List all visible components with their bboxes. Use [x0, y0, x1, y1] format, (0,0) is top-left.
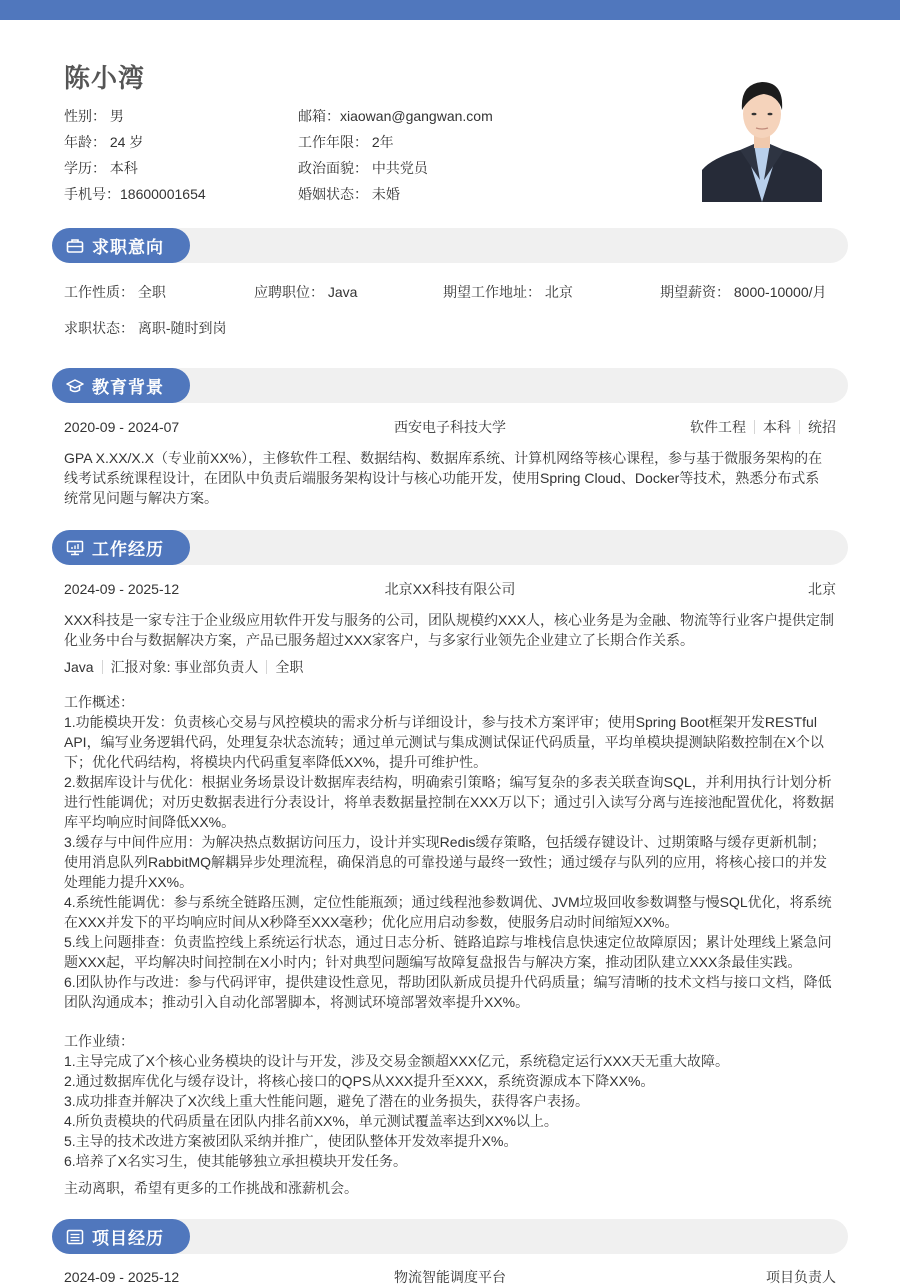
- political-row: 政治面貌： 中共党员: [298, 160, 428, 176]
- intent-status: 求职状态： 离职-随时到岗: [64, 320, 227, 336]
- work-years-row: 工作年限： 2年: [298, 134, 394, 150]
- intent-location: 期望工作地址： 北京: [443, 284, 573, 300]
- project-entry-header: [64, 1267, 836, 1287]
- work-achievements: 工作业绩： 1.主导完成了X个核心业务模块的设计与开发，涉及交易金额超XXX亿元，系统稳定运行XXX天无重大故障。 2.通过数据库优化与缓存设计，将核心接口的QPS从XXX提升至XXX，系统资源成本下降XX%。 3.成功排查并解决了X次线上重大性能问题，避免了潜在的业务损失，获得客户表扬。 4.所负责模块的代码质量在团队内排名前XX%，单元测试覆盖率达到XX%以上。 5.主导的技术改进方案被团队采纳并推广，使团队整体开发效率提升X%。 6.培养了X名实习生，使其能够独立承担模块开发任务。: [64, 1031, 836, 1171]
- section-title: 项目经历: [92, 1229, 164, 1248]
- list-doc-icon: [66, 1228, 84, 1246]
- briefcase-icon: [66, 237, 84, 255]
- section-title: 工作经历: [92, 540, 164, 559]
- presentation-chart-icon: [66, 539, 84, 557]
- project-date: 2024-09 - 2025-12: [64, 1269, 180, 1285]
- education-description: GPA X.XX/X.X（专业前XX%），主修软件工程、数据结构、数据库系统、计算机网络等核心课程，参与基于微服务架构的在 线考试系统课程设计，在团队中负责后端服务架构设计与核心功能开发，使用Spring Cloud、Docker等技术，熟悉分布式系 统常见问题与解决方案。: [64, 450, 823, 506]
- education-date: 2020-09 - 2024-07: [64, 419, 180, 435]
- leave-reason: 主动离职，希望有更多的工作挑战和涨薪机会。: [64, 1180, 358, 1196]
- work-summary-title: 工作概述：: [64, 694, 134, 710]
- work-tags: Java 汇报对象: 事业部负责人 全职: [64, 659, 304, 675]
- email-row: 邮箱：xiaowan@gangwan.com: [298, 108, 493, 124]
- section-pill-intent: [52, 228, 190, 263]
- section-header-education: [52, 368, 848, 403]
- divider: [754, 420, 755, 434]
- intent-job-type: 工作性质： 全职: [64, 284, 166, 300]
- project-name: 物流智能调度平台: [394, 1269, 506, 1285]
- education-row: 学历： 本科: [64, 160, 138, 176]
- section-title: 教育背景: [92, 378, 164, 397]
- age-value: 24 岁: [109, 134, 144, 150]
- intent-position: 应聘职位： Java: [254, 284, 358, 300]
- graduation-cap-icon: [66, 377, 84, 395]
- section-title: 求职意向: [92, 238, 164, 257]
- section-header-intent: [52, 228, 848, 263]
- work-years-value: 2年: [371, 134, 394, 150]
- work-city: 北京: [808, 581, 836, 597]
- political-value: 中共党员: [371, 160, 428, 176]
- gender-value: 男: [109, 108, 124, 124]
- divider: [799, 420, 800, 434]
- school-name: 西安电子科技大学: [394, 419, 506, 435]
- divider: [102, 660, 103, 674]
- work-entry-header: [64, 579, 836, 599]
- marital-value: 未婚: [371, 186, 400, 202]
- education-entry-header: [64, 417, 836, 437]
- basic-info-right: [298, 104, 493, 208]
- email-value: xiaowan@gangwan.com: [340, 108, 493, 124]
- candidate-name: 陈小湾: [64, 63, 146, 93]
- gender-row: 性别： 男: [64, 108, 124, 124]
- avatar-photo: [702, 70, 822, 202]
- age-row: 年龄： 24 岁: [64, 134, 144, 150]
- project-role: 项目负责人: [766, 1269, 836, 1285]
- person-portrait-icon: [702, 70, 822, 202]
- company-name: 北京XX科技有限公司: [384, 581, 516, 597]
- phone-value: 18600001654: [120, 186, 206, 202]
- work-date: 2024-09 - 2025-12: [64, 581, 180, 597]
- section-pill-work: [52, 530, 190, 565]
- top-accent-bar: [0, 0, 900, 20]
- section-header-projects: [52, 1219, 848, 1254]
- section-header-work: [52, 530, 848, 565]
- section-pill-projects: [52, 1219, 190, 1254]
- section-pill-education: [52, 368, 190, 403]
- basic-info-left: [64, 104, 206, 208]
- marital-row: 婚姻状态： 未婚: [298, 186, 400, 202]
- work-achievements-title: 工作业绩：: [64, 1033, 134, 1049]
- phone-row: 手机号：18600001654: [64, 186, 206, 202]
- intent-salary: 期望薪资： 8000-10000/月: [660, 284, 827, 300]
- work-summary: 工作概述： 1.功能模块开发：负责核心交易与风控模块的需求分析与详细设计，参与技术方案评审；使用Spring Boot框架开发RESTful API，编写业务逻辑代码，处理复杂状态流转；通过单元测试与集成测试保证代码质量，平均单模块提测缺陷数控制在X个以 下；优化代码结构，将模块内代码重复率降低XX%，提升可维护性。 2.数据库设计与优化：根据业务场景设计数据库表结构，明确索引策略；编写复杂的多表关联查询SQL，并利用执行计划分析 进行性能调优；对历史数据表进行分表设计，将单表数据量控制在XXX万以下；通过引入读写分离与连接池配置优化，将数据 库平均响应时间降低XX%。 3.缓存与中间件应用：为解决热点数据访问压力，设计并实现Redis缓存策略，包括缓存键设计、过期策略与缓存更新机制； 使用消息队列RabbitMQ解耦异步处理流程，确保消息的可靠投递与最终一致性；通过缓存与队列的应用，将核心接口的并发 处理能力提升XX%。 4.系统性能调优：参与系统全链路压测，定位性能瓶颈；通过线程池参数调优、JVM垃圾回收参数调整与慢SQL优化，将系统 在XXX并发下的平均响应时间从X秒降至XXX毫秒；优化应用启动参数，使服务启动时间缩短XX%。 5.线上问题排查：负责监控线上系统运行状态，通过日志分析、链路追踪与堆栈信息快速定位故障原因；累计处理线上紧急问 题XXX起，平均解决时间控制在X小时内；针对典型问题编写故障复盘报告与解决方案，推动团队建立XXX条最佳实践。 6.团队协作与改进：参与代码评审，提供建设性意见，帮助团队新成员提升代码质量；编写清晰的技术文档与接口文档，降低 团队沟通成本；推动引入自动化部署脚本，将测试环境部署效率提升XX%。: [64, 694, 835, 1010]
- divider: [266, 660, 267, 674]
- degree-value: 本科: [109, 160, 138, 176]
- education-tags: 软件工程 本科 统招: [690, 419, 836, 435]
- company-intro: XXX科技是一家专注于企业级应用软件开发与服务的公司，团队规模约XXX人，核心业务是为金融、物流等行业客户提供定制 化业务中台与数据解决方案，产品已服务超过XXX家客户，与多家行业领先企业建立了长期合作关系。: [64, 612, 835, 648]
